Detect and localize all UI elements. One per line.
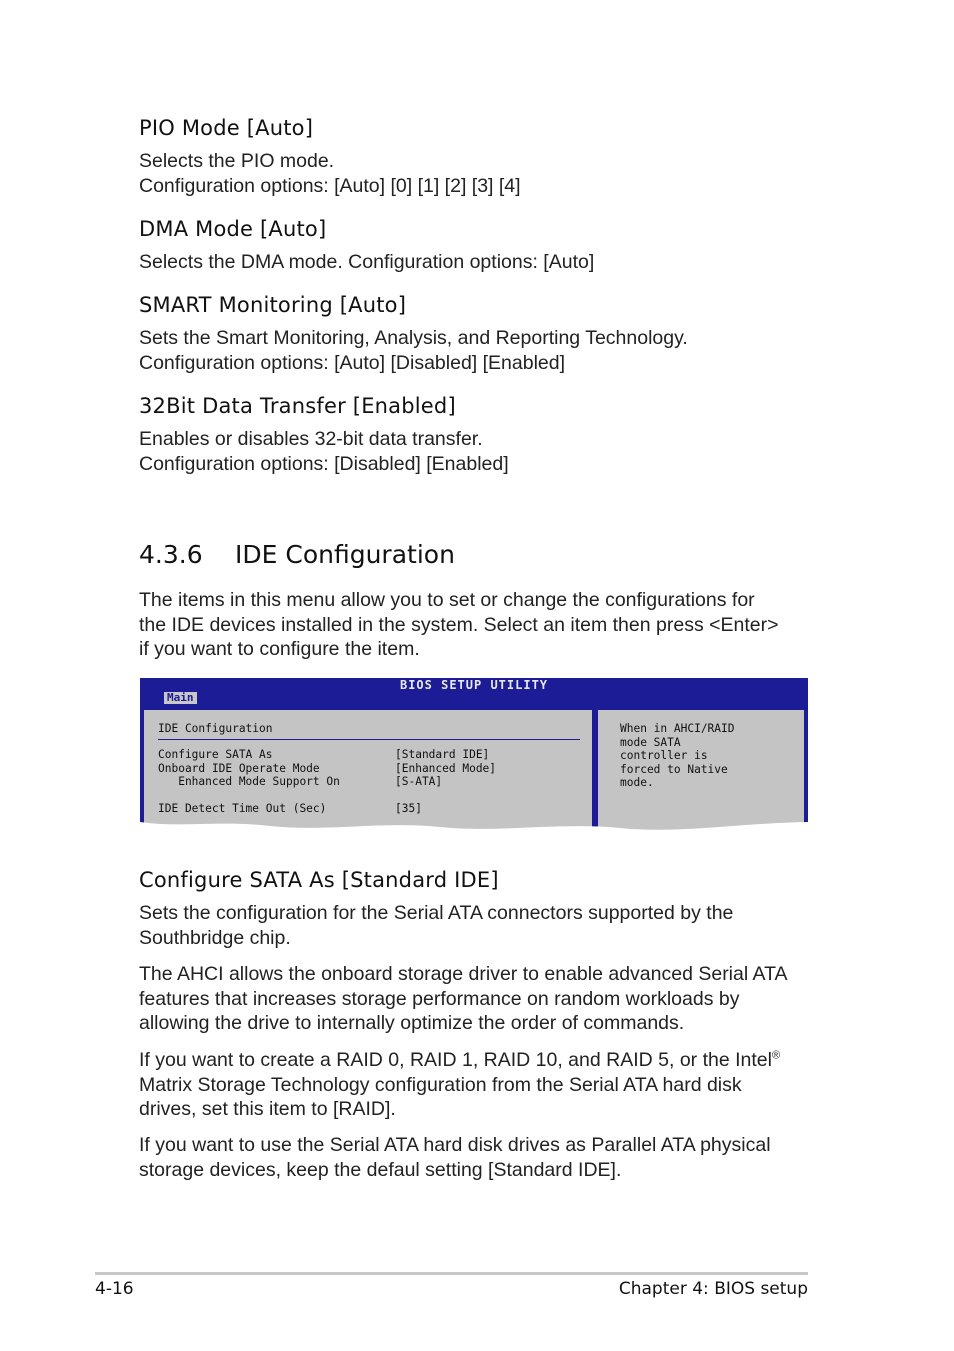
section-heading (139, 540, 455, 569)
section-intro (139, 588, 819, 662)
text-line: If you want to use the Serial ATA hard disk drives as Parallel ATA physical (139, 1134, 771, 1156)
bios-item-label[interactable]: Configure SATA As (158, 748, 273, 761)
text-line: Matrix Storage Technology configuration from the Serial ATA hard disk (139, 1073, 742, 1096)
text-line: storage devices, keep the defaul setting [Standard IDE]. (139, 1158, 622, 1181)
configure-sata-para1 (139, 901, 819, 950)
text-fragment: If you want to create a RAID 0, RAID 1, RAID 10, and RAID 5, or the Intel (139, 1049, 772, 1071)
text-line: Southbridge chip. (139, 926, 291, 949)
bios-item-label[interactable]: IDE Detect Time Out (Sec) (158, 802, 327, 815)
text-line: drives, set this item to [RAID]. (139, 1098, 396, 1120)
bios-item-value[interactable]: [35] (395, 802, 422, 815)
configure-sata-para4 (139, 1133, 819, 1182)
pio-mode-heading: PIO Mode [Auto] (139, 116, 314, 140)
smart-monitoring-description (139, 326, 819, 375)
pio-mode-description (139, 149, 819, 198)
torn-edge (140, 818, 808, 848)
bios-help-line: forced to Native (620, 762, 728, 776)
bios-item-value[interactable]: [Enhanced Mode] (395, 761, 497, 775)
text-line (139, 1048, 819, 1073)
text-line: Configuration options: [Auto] [0] [1] [2] [3] [4] (139, 174, 521, 197)
bios-help-line: mode SATA (620, 735, 681, 749)
bios-help-line: mode. (620, 776, 654, 789)
chapter-label: Chapter 4: BIOS setup (618, 1279, 808, 1299)
footer-rule (95, 1272, 808, 1275)
bios-help-line: controller is (620, 749, 708, 762)
text-line: features that increases storage performance on random workloads by (139, 987, 740, 1010)
bios-panel-title: IDE Configuration (158, 722, 273, 735)
32bit-transfer-description (139, 427, 819, 476)
section-title: IDE Configuration (235, 540, 455, 569)
text-line: Enables or disables 32-bit data transfer. (139, 428, 483, 450)
smart-monitoring-heading: SMART Monitoring [Auto] (139, 293, 407, 317)
text-line: Configuration options: [Disabled] [Enabled] (139, 452, 509, 475)
bios-divider (158, 739, 580, 740)
text-line: Sets the configuration for the Serial ATA connectors supported by the (139, 902, 734, 924)
text-line: if you want to configure the item. (139, 638, 420, 660)
bios-item-value[interactable]: [Standard IDE] (395, 748, 490, 761)
bios-tab-main[interactable]: Main (164, 692, 197, 704)
configure-sata-para3 (139, 1048, 819, 1122)
bios-item-value[interactable]: [S-ATA] (395, 775, 443, 788)
bios-title: BIOS SETUP UTILITY (399, 678, 549, 692)
text-line: Configuration options: [Auto] [Disabled] [Enabled] (139, 351, 566, 374)
bios-item-label[interactable]: Onboard IDE Operate Mode (158, 761, 320, 775)
text-line: the IDE devices installed in the system. Select an item then press <Enter> (139, 613, 779, 636)
dma-mode-description (139, 250, 819, 275)
configure-sata-para2 (139, 962, 819, 1036)
text-line: The AHCI allows the onboard storage driver to enable advanced Serial ATA (139, 963, 788, 985)
text-line: Selects the DMA mode. Configuration options: [Auto] (139, 251, 595, 273)
page-number: 4-16 (95, 1279, 134, 1299)
bios-help-line: When in AHCI/RAID (620, 722, 735, 735)
bios-item-label[interactable]: Enhanced Mode Support On (158, 775, 340, 788)
32bit-transfer-heading: 32Bit Data Transfer [Enabled] (139, 394, 456, 418)
dma-mode-heading: DMA Mode [Auto] (139, 217, 327, 241)
configure-sata-heading: Configure SATA As [Standard IDE] (139, 868, 499, 892)
text-line: Selects the PIO mode. (139, 150, 335, 172)
text-line: Sets the Smart Monitoring, Analysis, and Reporting Technology. (139, 327, 688, 349)
registered-mark: ® (771, 1049, 781, 1062)
text-line: allowing the drive to internally optimize the order of commands. (139, 1012, 685, 1034)
section-number: 4.3.6 (139, 540, 203, 569)
bios-screenshot (140, 678, 808, 848)
text-line: The items in this menu allow you to set or change the configurations for (139, 589, 755, 611)
